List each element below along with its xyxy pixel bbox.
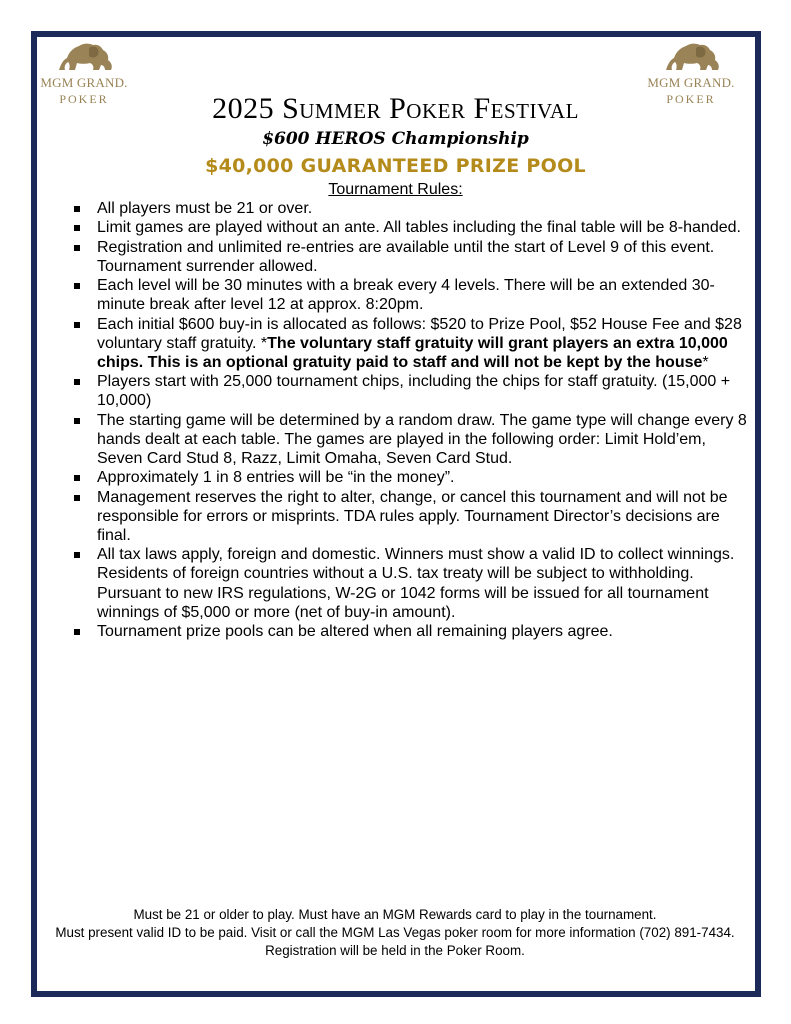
rule-item [72,372,748,410]
footer-notice [45,906,745,960]
rule-item [72,238,748,276]
rule-bold-text: The voluntary staff gratuity will grant players an extra 10,000 chips. This is an optional gratuity paid to staff and will not be kept by the house [97,334,728,371]
bullet-square-icon [74,379,80,385]
rules-list [72,199,748,641]
bullet-square-icon [74,552,80,558]
rule-item [72,545,748,621]
logo-brand-text: MGM GRAND. [647,75,735,90]
rule-text: Players start with 25,000 tournament chips, including the chips for staff gratuity. (15,000 + 10,000) [97,373,731,410]
rule-item [72,411,748,468]
rule-item [72,468,748,487]
rule-text: Management reserves the right to alter, change, or cancel this tournament and will not be responsible for errors or misprints. TDA rules apply. Tournament Director’s decisions are final. [97,488,728,544]
rule-text: Registration and unlimited re-entries are available until the start of Level 9 of this event. Tournament surrender allowed. [97,238,715,275]
footer-line-1: Must be 21 or older to play. Must have an MGM Rewards card to play in the tournament. [133,907,657,922]
rule-text: Each initial $600 buy-in is allocated as follows: $520 to Prize Pool, $52 House Fee and $28 voluntary staff gratuity. * [97,315,742,352]
logo-brand-text: MGM GRAND. [40,75,128,90]
bullet-square-icon [74,245,80,251]
bullet-square-icon [74,629,80,635]
rule-text: All tax laws apply, foreign and domestic. Winners must show a valid ID to collect winnings. Residents of foreign countries without a U.S. tax treaty will be subject to withholding. Pursuant to new IRS regulations, W-2G or 1042 forms will be issued for all tournament winnings of $5,000 or more (net of buy-in amount). [97,546,735,621]
rule-item [72,622,748,641]
bullet-square-icon [74,206,80,212]
rule-item [72,276,748,314]
footer-line-2: Must present valid ID to be paid. Visit or call the MGM Las Vegas poker room for more information (702) 891-7434. Registration will be held in the Poker Room. [55,925,735,958]
rule-item [72,218,748,237]
lion-logo-icon [53,40,115,74]
event-title: $600 HEROS Championship [262,129,529,149]
bullet-square-icon [74,283,80,289]
lion-logo-icon [660,40,722,74]
bullet-square-icon [74,225,80,231]
rule-text: The starting game will be determined by a random draw. The game type will change every 8 hands dealt at each table. The games are played in the following order: Limit Hold’em, Seven Card Stud 8, Razz, Limit Omaha, Seven Card Stud. [97,411,747,467]
bullet-square-icon [74,495,80,501]
rule-text: Each level will be 30 minutes with a break every 4 levels. There will be an extended 30-minute break after level 12 at approx. 8:20pm. [97,277,715,314]
logo-sub-text: POKER [666,92,716,106]
bullet-square-icon [74,418,80,424]
logo-sub-text: POKER [59,92,109,106]
bullet-square-icon [74,475,80,481]
rule-text: Approximately 1 in 8 entries will be “in the money”. [97,469,455,487]
rules-heading: Tournament Rules: [328,181,463,198]
rule-item [72,488,748,545]
rule-item [72,199,748,218]
rule-text: Tournament prize pools can be altered when all remaining players agree. [97,623,613,641]
guarantee-banner: $40,000 GUARANTEED PRIZE POOL [205,155,586,177]
bullet-square-icon [74,322,80,328]
festival-title: 2025 Summer Poker Festival [212,92,579,125]
rule-tail-text: * [702,353,709,371]
rule-text: Limit games are played without an ante. All tables including the final table will be 8-handed. [97,219,741,237]
rule-item [72,315,748,372]
rule-text: All players must be 21 or over. [97,200,313,217]
